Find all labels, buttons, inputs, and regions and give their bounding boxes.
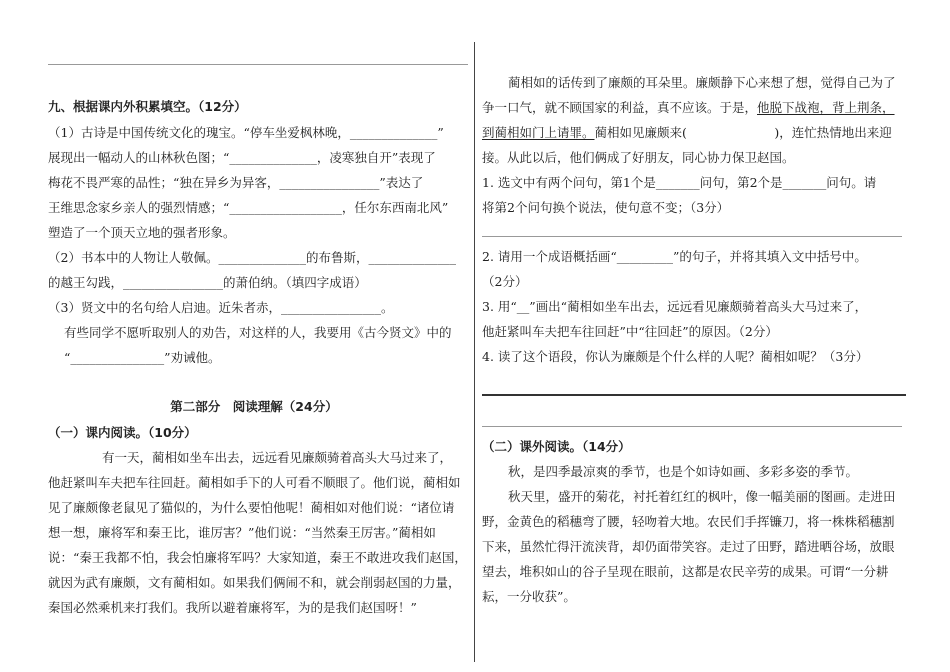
question-3: 他赶紧叫车夫把车往回赶”中“往回赶”的原因。（2分） [482,324,778,339]
q9-1-line: 梅花不畏严寒的品性；“独在异乡为异客，________________”表达了 [48,175,424,190]
column-divider [474,42,475,662]
question-2: （2分） [482,274,528,289]
underlined-sentence: 到蔺相如门上请罪。 [482,125,595,140]
q9-1-line: 塑造了一个顶天立地的强者形象。 [48,225,236,240]
q9-2-line: （2）书本中的人物让人敬佩。______________的布鲁斯，______________ [48,250,456,265]
passage-line: 望去，堆积如山的谷子呈现在眼前，这都是农民辛劳的成果。可谓“一分耕 [482,564,889,579]
q9-3-line: （3）贤文中的名句给人启迪。近朱者赤，________________。 [48,300,394,315]
passage-line: 见了廉颇像老鼠见了猫似的，为什么要怕他呢！蔺相如对他们说：“诸位请 [48,500,455,515]
underlined-sentence: 他脱下战袍，背上荆条， [757,100,895,115]
q9-1-line: （1）古诗是中国传统文化的瑰宝。“停车坐爱枫林晚，______________” [48,125,444,140]
passage-line: 就因为武有廉颇，文有蔺相如。如果我们俩闹不和，就会削弱赵国的力量， [48,575,461,590]
q9-2-line: 的越王勾践，________________的萧伯纳。（填四字成语） [48,275,367,290]
passage-line: 秦国必然乘机来打我们。我所以避着廉将军，为的是我们赵国呀！” [48,600,417,615]
answer-line [482,236,902,237]
passage-line: 野，金黄色的稻穗弯了腰，轻吻着大地。农民们手挥镰刀，将一株株稻穗割 [482,514,895,529]
passage-line: 下来，虽然忙得汗流浃背，却仍面带笑容。走过了田野，踏进晒谷场，放眼 [482,539,895,554]
passage-line: 想一想，廉将军和秦王比，谁厉害？”他们说：“当然秦王厉害。”蔺相如 [48,525,436,540]
question-1: 将第2个问句换个说法，使句意不变；（3分） [482,200,730,215]
question-1: 1. 选文中有两个问句，第1个是_______问句，第2个是_______问句。请 [482,175,877,190]
passage-line: 说：“秦王我都不怕，我会怕廉将军吗？大家知道，秦王不敢进攻我们赵国， [48,550,467,565]
q9-1-line: 展现出一幅动人的山林秋色图；“______________，凌寒独自开”表现了 [48,150,436,165]
answer-line [48,64,468,65]
passage-line: 到蔺相如门上请罪。蔺相如见廉颇来( )，连忙热情地出来迎 [482,125,892,140]
reading1-title: （一）课内阅读。（10分） [48,425,197,440]
q9-3-line: “_______________”劝诫他。 [64,350,221,365]
question-4: 4. 读了这个语段，你认为廉颇是个什么样的人呢？蔺相如呢？（3分） [482,349,869,364]
answer-line [482,426,902,427]
passage-line: 他赶紧叫车夫把车往回赶。蔺相如手下的人可看不顺眼了。他们说，蔺相如 [48,475,461,490]
passage-line: 秋，是四季最凉爽的季节，也是个如诗如画、多彩多姿的季节。 [508,464,859,479]
question-3: 3. 用“__”画出“蔺相如坐车出去，远远看见廉颇骑着高头大马过来了， [482,299,868,314]
reading2-title: （二）课外阅读。（14分） [482,439,631,454]
q9-3-line: 有些同学不愿听取别人的劝告，对这样的人，我要用《古今贤文》中的 [64,325,452,340]
passage-line: 蔺相如的话传到了廉颇的耳朵里。廉颇静下心来想了想，觉得自己为了 [508,75,896,90]
passage-line: 争一口气，就不顾国家的利益，真不应该。于是，他脱下战袍，背上荆条， [482,100,895,115]
passage-line: 接。从此以后，他们俩成了好朋友，同心协力保卫赵国。 [482,150,795,165]
passage-line: 秋天里，盛开的菊花，衬托着红红的枫叶，像一幅美丽的图画。走进田 [508,489,896,504]
passage-line: 有一天，蔺相如坐车出去，远远看见廉颇骑着高头大马过来了， [102,450,453,465]
question-2: 2. 请用一个成语概括画“_________”的句子，并将其填入文中括号中。 [482,249,867,264]
part2-title: 第二部分 阅读理解（24分） [170,399,338,414]
q9-1-line: 王维思念家乡亲人的强烈情感；“__________________，任尔东西南北风” [48,200,449,215]
answer-line [482,394,906,396]
passage-line: 耘，一分收获”。 [482,589,576,604]
q9-title: 九、根据课内外积累填空。（12分） [48,99,247,114]
